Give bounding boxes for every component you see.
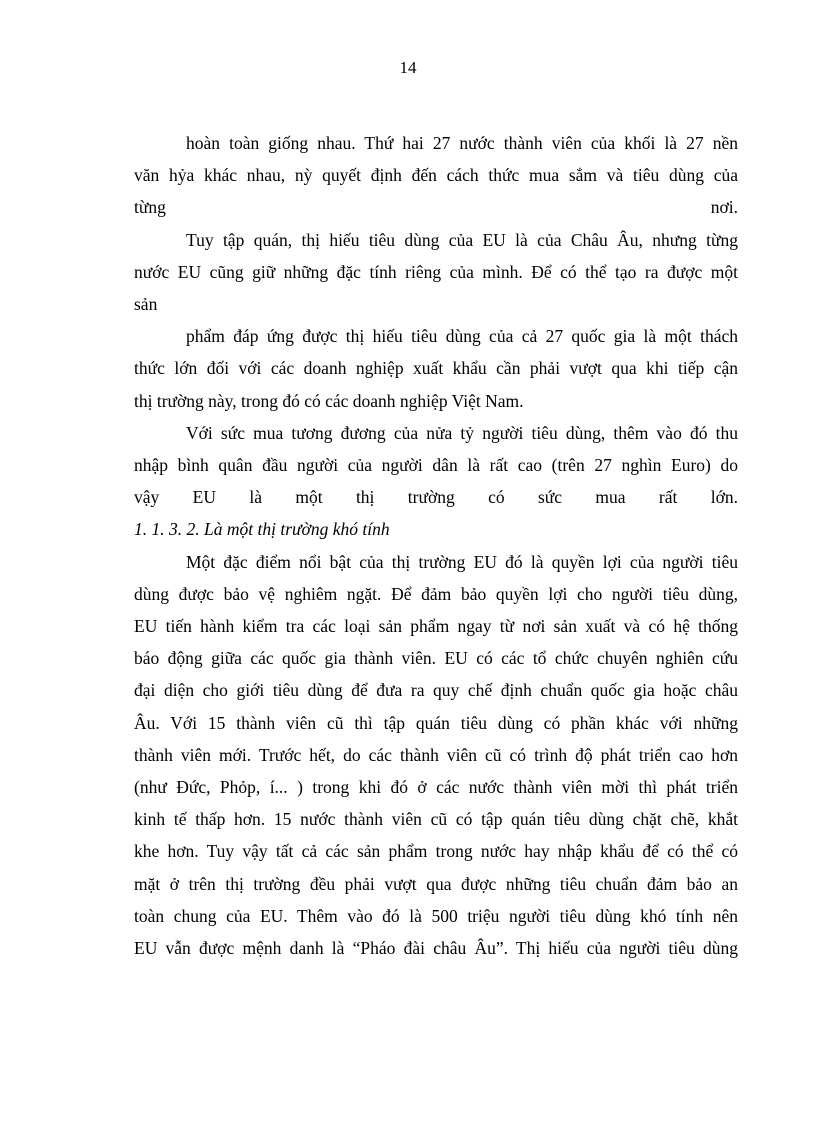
text-line: nước EU cũng giữ những đặc tính riêng của mình. Để có thể tạo ra được một: [134, 261, 738, 282]
text-line: nhập bình quân đầu người của người dân là rất cao (trên 27 nghìn Euro) do: [134, 455, 738, 475]
text-line: dùng được bảo vệ nghiêm ngặt. Để đảm bảo quyền lợi cho người tiêu dùng,: [134, 583, 738, 604]
text-line: toàn chung của EU. Thêm vào đó là 500 triệu người tiêu dùng khó tính nên: [134, 905, 738, 926]
text-line: EU vẫn được mệnh danh là “Pháo đài châu Âu”. Thị hiếu của người tiêu dùng: [134, 938, 738, 958]
text-line: vậy EU là một thị trường có sức mua rất lớn.: [134, 487, 738, 508]
text-line: hoàn toàn giống nhau. Thứ hai 27 nước thành viên của khối là 27 nền: [186, 133, 738, 153]
text-line: phẩm đáp ứng được thị hiếu tiêu dùng của cả 27 quốc gia là một thách: [186, 326, 738, 347]
section-heading: 1. 1. 3. 2. Là một thị trường khó tính: [134, 519, 390, 540]
page-number: 14: [399, 58, 417, 77]
text-line: kinh tế thấp hơn. 15 nước thành viên cũ có tập quán tiêu dùng chặt chẽ, khắt: [134, 809, 738, 830]
text-line: đại diện cho giới tiêu dùng để đưa ra quy chế định chuẩn quốc gia hoặc châu: [134, 680, 738, 701]
text-line: văn hỷa khác nhau, nỳ quyết định đến cách thức mua sắm và tiêu dùng của: [134, 165, 738, 186]
text-line: Tuy tập quán, thị hiếu tiêu dùng của EU là của Châu Âu, nhưng từng: [186, 229, 738, 250]
text-line: khe hơn. Tuy vậy tất cả các sản phẩm trong nước hay nhập khẩu để có thể có: [134, 841, 738, 862]
text-line: Âu. Với 15 thành viên cũ thì tập quán tiêu dùng có phần khác với những: [134, 712, 738, 733]
text-line: Một đặc điểm nổi bật của thị trường EU đó là quyền lợi của người tiêu: [186, 551, 738, 572]
text-line: thức lớn đối với các doanh nghiệp xuất khẩu cần phải vượt qua khi tiếp cận: [134, 358, 738, 379]
text-line: từng nơi.: [134, 197, 738, 218]
text-line: thị trường này, trong đó có các doanh nghiệp Việt Nam.: [134, 390, 524, 411]
text-line: mặt ở trên thị trường đều phải vượt qua được những tiêu chuẩn đảm bảo an: [134, 873, 738, 894]
text-line: thành viên mới. Trước hết, do các thành viên cũ có trình độ phát triển cao hơn: [134, 744, 738, 765]
text-line: báo động giữa các quốc gia thành viên. EU có các tổ chức chuyên nghiên cứu: [134, 648, 738, 669]
text-line: Với sức mua tương đương của nửa tỷ người tiêu dùng, thêm vào đó thu: [186, 422, 738, 443]
text-line: EU tiến hành kiểm tra các loại sản phẩm ngay từ nơi sản xuất và có hệ thống: [134, 616, 738, 636]
text-line: (như Đức, Phỏp, í... ) trong khi đó ở các nước thành viên mời thì phát triển: [134, 777, 738, 797]
text-line: sản: [134, 294, 158, 314]
